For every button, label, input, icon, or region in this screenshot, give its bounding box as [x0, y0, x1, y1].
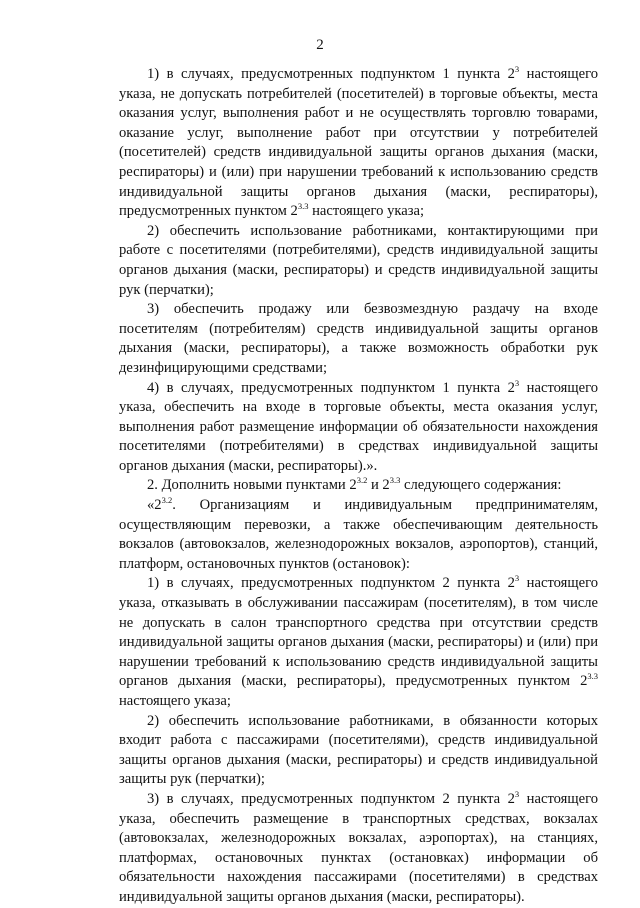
superscript: 3.3 — [389, 475, 401, 486]
text-run: настоящего указа, отказывать в обслуживании пассажирам (посетителям), в том числе не допускать в салон транспортного средства при отсутствии средств индивидуальной защиты органов дыхания (маски, респираторы) и (или) при нарушении требований к использованию средств индивидуальной защиты органов дыхания (маски, респираторы), предусмотренных пунктом 2 — [119, 575, 598, 690]
superscript: 3.2 — [356, 475, 368, 486]
text-run: 1) в случаях, предусмотренных подпунктом 2 пункта 2 — [147, 575, 515, 592]
text-run: настоящего указа; — [308, 203, 425, 220]
superscript: 3.2 — [161, 495, 173, 506]
text-run: «2 — [147, 497, 162, 514]
superscript: 3.3 — [297, 201, 309, 212]
paragraph — [119, 476, 598, 496]
superscript: 3 — [514, 377, 520, 388]
superscript: 3.3 — [587, 671, 598, 682]
text-run: 2) обеспечить использование работниками, контактирующими при работе с посетителями (потребителями), средств индивидуальной защиты органов дыхания (маски, респираторы) и средств индивидуальной защиты рук (перчатки); — [119, 222, 598, 298]
text-run: 3) обеспечить продажу или безвозмездную раздачу на входе посетителям (потребителям) средств индивидуальной защиты органов дыхания (маски, респираторы), а также возможность обработки рук дезинфицирующими средствами; — [119, 301, 598, 376]
paragraph — [119, 222, 598, 300]
text-run: 2) обеспечить использование работниками, в обязанности которых входит работа с пассажирами (посетителями), средств индивидуальной защиты органов дыхания (маски, респираторы) и средств индивидуальной защиты рук (перчатки); — [119, 712, 598, 788]
text-run: настоящего указа, обеспечить на входе в торговые объекты, места оказания услуг, выполнения работ размещение информации об обязательности нахождения посетителями (потребителями) в средствах индивидуальной защиты органов дыхания (маски, респираторы).». — [119, 379, 598, 474]
text-run: 3) в случаях, предусмотренных подпунктом 2 пункта 2 — [147, 790, 515, 807]
paragraph — [119, 65, 598, 222]
superscript: 3 — [514, 788, 520, 799]
superscript: 3 — [514, 573, 520, 584]
text-run: и 2 — [367, 477, 390, 494]
text-run: 2. Дополнить новыми пунктами 2 — [147, 477, 357, 494]
text-run: следующего содержания: — [400, 477, 562, 494]
paragraph — [119, 300, 598, 378]
paragraph — [119, 790, 598, 908]
paragraph — [119, 496, 598, 574]
paragraph — [119, 379, 598, 477]
text-run: . Организациям и индивидуальным предпринимателям, осуществляющим перевозки, а также обеспечивающим деятельность вокзалов (автовокзалов, железнодорожных вокзалов, аэропортов), станций, платформ, остановочных пунктов (остановок): — [119, 497, 598, 572]
text-run: настоящего указа, обеспечить размещение в транспортных средствах, вокзалах (автовокзалах, железнодорожных вокзалах, аэропортах), на станциях, платформах, остановочных пунктах (остановках) информации об обязательности нахождения пассажирами (посетителями) в средствах индивидуальной защиты органов дыхания (маски, респираторы). — [119, 790, 598, 905]
page-number: 2 — [316, 37, 324, 53]
text-run: настоящего указа, не допускать потребителей (посетителей) в торговые объекты, места оказания услуг, выполнения работ и не осуществлять торговлю товарами, оказание услуг, выполнение работ при отсутствии у потребителей (посетителей) средств индивидуальной защиты органов дыхания (маски, респираторы) и (или) при нарушении требований к использованию средств индивидуальной защиты органов дыхания (маски, респираторы), предусмотренных пунктом 2 — [119, 66, 598, 220]
superscript: 3 — [514, 64, 520, 74]
text-run: 1) в случаях, предусмотренных подпунктом 1 пункта 2 — [147, 66, 515, 82]
paragraph — [119, 574, 598, 711]
text-run: 4) в случаях, предусмотренных подпунктом 1 пункта 2 — [147, 379, 515, 396]
document-body — [119, 65, 598, 908]
text-run: настоящего указа; — [119, 693, 231, 709]
paragraph — [119, 712, 598, 790]
